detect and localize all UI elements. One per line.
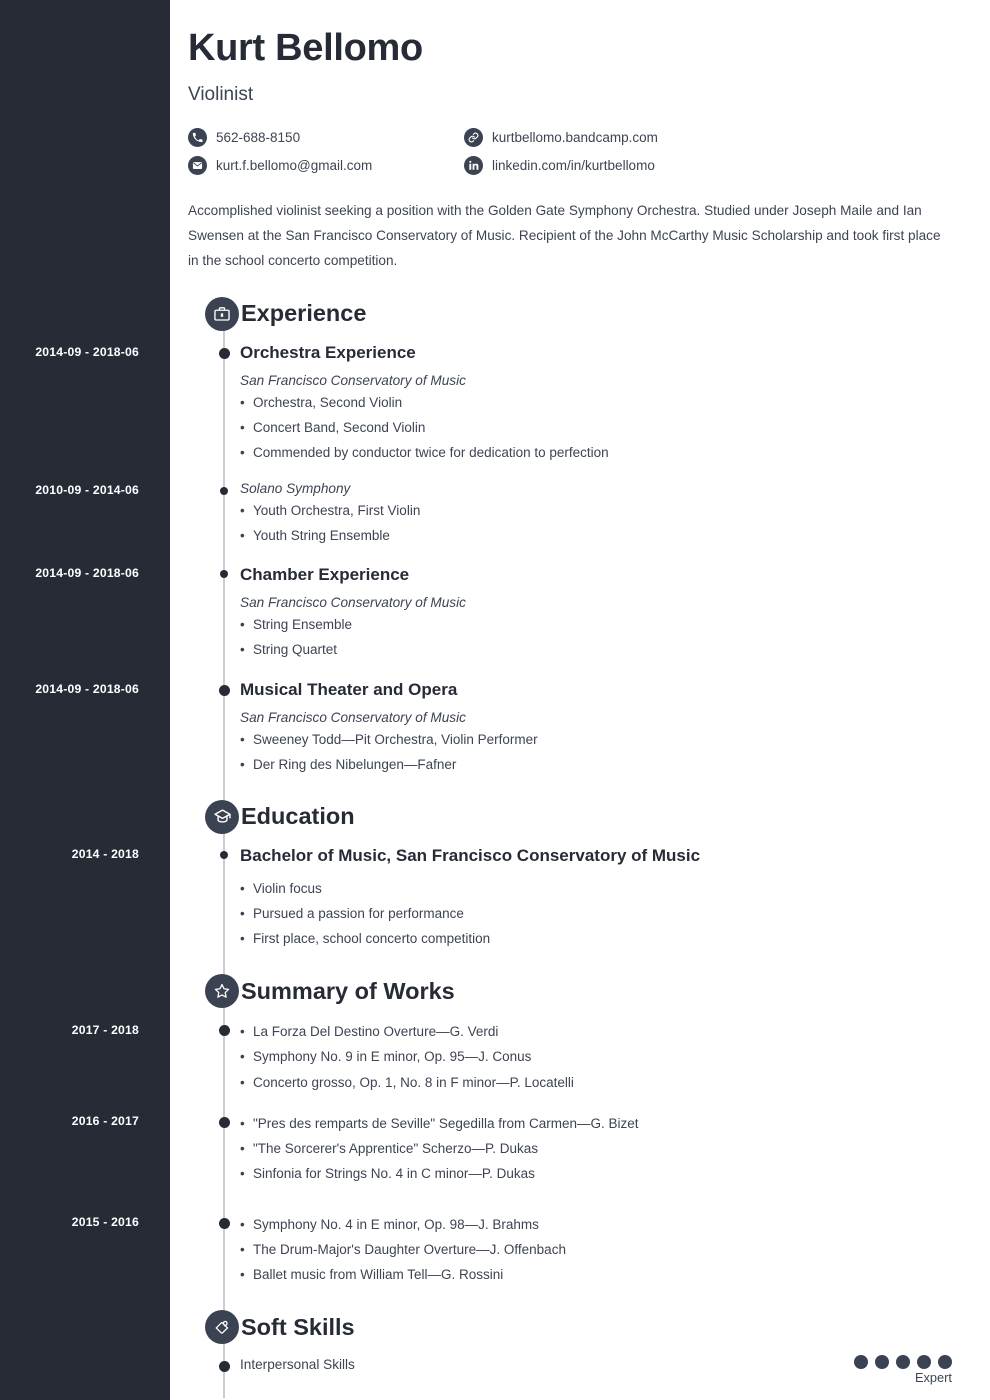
section-header-experience <box>188 292 970 336</box>
soft-skill-entry <box>240 1355 970 1387</box>
skill-rating <box>854 1355 970 1387</box>
timeline-dot <box>219 1025 230 1036</box>
contact-phone-text: 562-688-8150 <box>216 129 301 145</box>
timeline-dot <box>220 570 228 578</box>
resume-content <box>35 0 990 1391</box>
section-header-summary-of-works <box>188 969 970 1013</box>
list-item: • First place, school concerto competition <box>240 926 970 951</box>
list-item: • String Quartet <box>240 637 970 662</box>
section-title-education: Education <box>241 803 355 830</box>
rating-dot <box>896 1355 910 1369</box>
timeline-dot <box>219 685 230 696</box>
contact-website[interactable] <box>464 128 740 147</box>
section-title-soft-skills: Soft Skills <box>241 1313 355 1340</box>
experience-entry <box>35 564 970 662</box>
list-item: • Sinfonia for Strings No. 4 in C minor—P. Dukas <box>240 1161 970 1186</box>
entry-date: 2014-09 - 2018-06 <box>35 682 139 697</box>
list-item: • Symphony No. 9 in E minor, Op. 95—J. Conus <box>240 1044 970 1069</box>
list-item: • Der Ring des Nibelungen—Fafner <box>240 752 970 777</box>
entry-bullets <box>240 498 970 548</box>
entry-title: Musical Theater and Opera <box>240 679 458 699</box>
entry-date: 2017 - 2018 <box>71 1022 139 1037</box>
experience-entry <box>35 679 970 777</box>
link-icon <box>464 128 483 147</box>
linkedin-icon <box>464 156 483 175</box>
email-icon <box>188 156 207 175</box>
list-item: • Concerto grosso, Op. 1, No. 8 in F minor—P. Locatelli <box>240 1070 970 1095</box>
job-title: Violinist <box>188 83 254 105</box>
works-entry <box>71 1212 970 1287</box>
entry-date: 2015 - 2016 <box>71 1215 139 1230</box>
candidate-name: Kurt Bellomo <box>188 27 423 69</box>
entry-subtitle: Solano Symphony <box>240 481 351 497</box>
works-entry <box>71 1019 970 1094</box>
timeline-dot <box>219 348 230 359</box>
entry-bullets <box>240 876 970 951</box>
entry-subtitle: San Francisco Conservatory of Music <box>240 372 466 388</box>
list-item: • The Drum-Major's Daughter Overture—J. Offenbach <box>240 1237 970 1262</box>
contact-phone[interactable] <box>188 128 464 147</box>
entry-date: 2016 - 2017 <box>71 1114 139 1129</box>
list-item: • String Ensemble <box>240 612 970 637</box>
entry-date: 2014-09 - 2018-06 <box>35 566 139 581</box>
section-header-soft-skills <box>188 1305 970 1349</box>
timeline <box>35 292 970 1388</box>
briefcase-icon <box>205 297 239 331</box>
star-icon <box>205 974 239 1008</box>
timeline-dot <box>219 1218 230 1229</box>
contact-email[interactable] <box>188 156 464 175</box>
experience-entry <box>35 342 970 465</box>
timeline-dot <box>220 851 228 859</box>
education-entry <box>71 845 970 951</box>
list-item: • "The Sorcerer's Apprentice" Scherzo—P. Dukas <box>240 1136 970 1161</box>
graduation-cap-icon <box>205 800 239 834</box>
list-item: • Concert Band, Second Violin <box>240 415 970 440</box>
section-title-summary-of-works: Summary of Works <box>241 977 455 1004</box>
entry-bullets <box>240 1212 970 1287</box>
entry-title: Chamber Experience <box>240 565 410 585</box>
header <box>188 28 970 274</box>
entry-title: Orchestra Experience <box>240 342 416 362</box>
entry-bullets <box>240 1111 970 1186</box>
entry-bullets <box>240 727 970 777</box>
entry-subtitle: San Francisco Conservatory of Music <box>240 595 466 611</box>
list-item: • Orchestra, Second Violin <box>240 390 970 415</box>
works-entry <box>71 1111 970 1186</box>
list-item: • Youth String Ensemble <box>240 523 970 548</box>
entry-bullets <box>240 612 970 662</box>
handshake-heart-icon <box>205 1310 239 1344</box>
list-item: • Violin focus <box>240 876 970 901</box>
rating-dot <box>938 1355 952 1369</box>
entry-bullets <box>240 1019 970 1094</box>
entry-date: 2014-09 - 2018-06 <box>35 345 139 360</box>
rating-dots <box>854 1355 952 1369</box>
contact-list <box>188 128 828 184</box>
rating-dot <box>854 1355 868 1369</box>
list-item: • Symphony No. 4 in E minor, Op. 98—J. Brahms <box>240 1212 970 1237</box>
section-header-education <box>188 795 970 839</box>
skill-row <box>240 1355 970 1387</box>
entry-title: Bachelor of Music, San Francisco Conservatory of Music <box>240 845 701 865</box>
list-item: • Sweeney Todd—Pit Orchestra, Violin Performer <box>240 727 970 752</box>
entry-date: 2010-09 - 2014-06 <box>35 483 139 498</box>
left-dark-sidebar <box>0 0 170 1400</box>
list-item: • Youth Orchestra, First Violin <box>240 498 970 523</box>
contact-email-text: kurt.f.bellomo@gmail.com <box>216 157 373 173</box>
contact-website-text: kurtbellomo.bandcamp.com <box>492 129 658 145</box>
rating-level-label: Expert <box>915 1370 952 1386</box>
rating-dot <box>875 1355 889 1369</box>
list-item: • Commended by conductor twice for dedication to perfection <box>240 440 970 465</box>
professional-summary: Accomplished violinist seeking a position with the Golden Gate Symphony Orchestra. Studied under Joseph Maile and Ian Swensen at the San Francisco Conservatory of Music. Recipient of the John McCarthy Music Scholarship and took first place in the school concerto competition. <box>188 202 941 269</box>
list-item: • Pursued a passion for performance <box>240 901 970 926</box>
experience-entry <box>35 481 970 548</box>
timeline-dot <box>219 1361 230 1372</box>
timeline-dot <box>219 1117 230 1128</box>
rating-dot <box>917 1355 931 1369</box>
entry-date: 2014 - 2018 <box>71 846 139 861</box>
list-item: • La Forza Del Destino Overture—G. Verdi <box>240 1019 970 1044</box>
contact-linkedin[interactable] <box>464 156 740 175</box>
phone-icon <box>188 128 207 147</box>
contact-linkedin-text: linkedin.com/in/kurtbellomo <box>492 157 655 173</box>
entry-subtitle: San Francisco Conservatory of Music <box>240 709 466 725</box>
list-item: • "Pres des remparts de Seville" Segedilla from Carmen—G. Bizet <box>240 1111 970 1136</box>
timeline-dot <box>220 487 228 495</box>
list-item: • Ballet music from William Tell—G. Rossini <box>240 1262 970 1287</box>
skill-name: Interpersonal Skills <box>240 1357 355 1373</box>
section-title-experience: Experience <box>241 300 367 327</box>
entry-bullets <box>240 390 970 465</box>
